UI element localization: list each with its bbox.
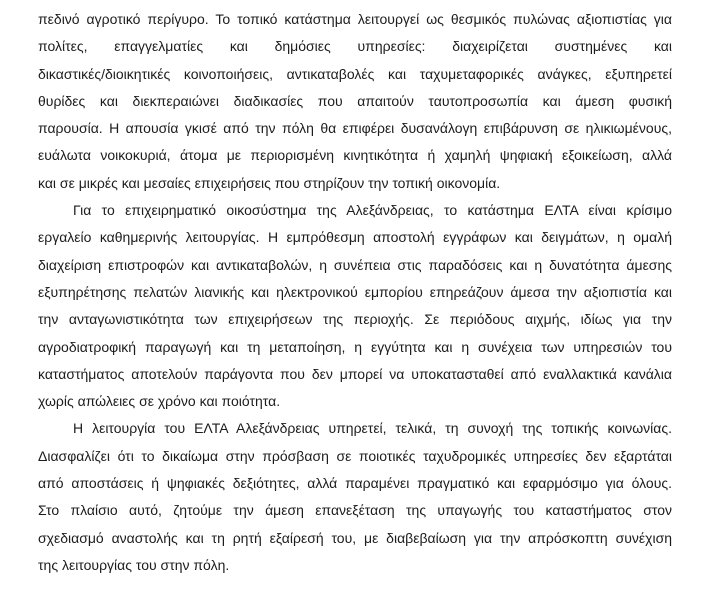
- text-line: και σε μικρές και μεσαίες επιχειρήσεις που στηρίζουν την τοπική οικονομία.: [38, 174, 501, 191]
- text-line: δικαστικές/διοικητικές κοινοποιήσεις, αντικαταβολές και ταχυμεταφορικές ανάγκες, εξυπηρετεί: [38, 65, 672, 82]
- document-body: [38, 6, 672, 579]
- text-line: Για το επιχειρηματικό οικοσύστημα της Αλεξάνδρειας, το κατάστημα ΕΛΤΑ είναι κρίσιμο: [73, 202, 672, 219]
- text-line: Η λειτουργία του ΕΛΤΑ Αλεξάνδρειας υπηρετεί, τελικά, τη συνοχή της τοπικής κοινωνίας.: [73, 420, 672, 437]
- text-line: χωρίς απώλειες σε χρόνο και ποιότητα.: [38, 393, 281, 410]
- text-line: πολίτες, επαγγελματίες και δημόσιες υπηρεσίες: διαχειρίζεται συστημένες και: [38, 38, 672, 55]
- text-line: ευάλωτα νοικοκυριά, άτομα με περιορισμένη κινητικότητα ή χαμηλή ψηφιακή εξοικείωση, αλλά: [38, 147, 672, 164]
- text-line: καταστήματος αποτελούν παράγοντα που δεν μπορεί να υποκατασταθεί από εναλλακτικά κανάλια: [38, 365, 672, 382]
- text-line: από αποστάσεις ή ψηφιακές δεξιότητες, αλλά παραμένει πραγματικό και εφαρμόσιμο για όλους.: [38, 475, 672, 492]
- text-line: σχεδιασμό αναστολής και τη ρητή εξαίρεσή του, με διαβεβαίωση για την απρόσκοπτη συνέχιση: [38, 529, 672, 546]
- text-line: εργαλείο καθημερινής λειτουργίας. Η εμπρόθεσμη αποστολή εγγράφων και δειγμάτων, η ομαλή: [38, 229, 672, 246]
- paragraph: [38, 415, 672, 579]
- text-line: της λειτουργίας του στην πόλη.: [38, 556, 230, 573]
- text-line: θυρίδες και διεκπεραιώνει διαδικασίες που απαιτούν ταυτοπροσωπία και άμεση φυσική: [38, 92, 672, 109]
- paragraph: [38, 197, 672, 415]
- text-line: την ανταγωνιστικότητα των επιχειρήσεων της περιοχής. Σε περιόδους αιχμής, ιδίως για την: [38, 311, 672, 328]
- text-line: αγροδιατροφική παραγωγή και τη μεταποίηση, η εγγύτητα και η συνέχεια των υπηρεσιών του: [38, 338, 672, 355]
- text-line: πεδινό αγροτικό περίγυρο. Το τοπικό κατάστημα λειτουργεί ως θεσμικός πυλώνας αξιοπιστίας για: [38, 11, 672, 27]
- text-line: εξυπηρέτησης πελατών λιανικής και ηλεκτρονικού εμπορίου επηρεάζουν άμεσα την αξιοπιστία και: [38, 283, 672, 300]
- text-line: παρουσία. Η απουσία γκισέ από την πόλη θα επιφέρει δυσανάλογη επιβάρυνση σε ηλικιωμένους,: [38, 120, 672, 137]
- text-line: Διασφαλίζει ότι το δικαίωμα στην πρόσβαση σε ποιοτικές ταχυδρομικές υπηρεσίες δεν εξαρτάται: [38, 447, 672, 464]
- text-line: Στο πλαίσιο αυτό, ζητούμε την άμεση επανεξέταση της υπαγωγής του καταστήματος στον: [38, 502, 672, 519]
- text-line: διαχείριση επιστροφών και αντικαταβολών, η συνέπεια στις παραδόσεις και η δυνατότητα άμεσης: [38, 256, 672, 273]
- paragraph: [38, 6, 672, 197]
